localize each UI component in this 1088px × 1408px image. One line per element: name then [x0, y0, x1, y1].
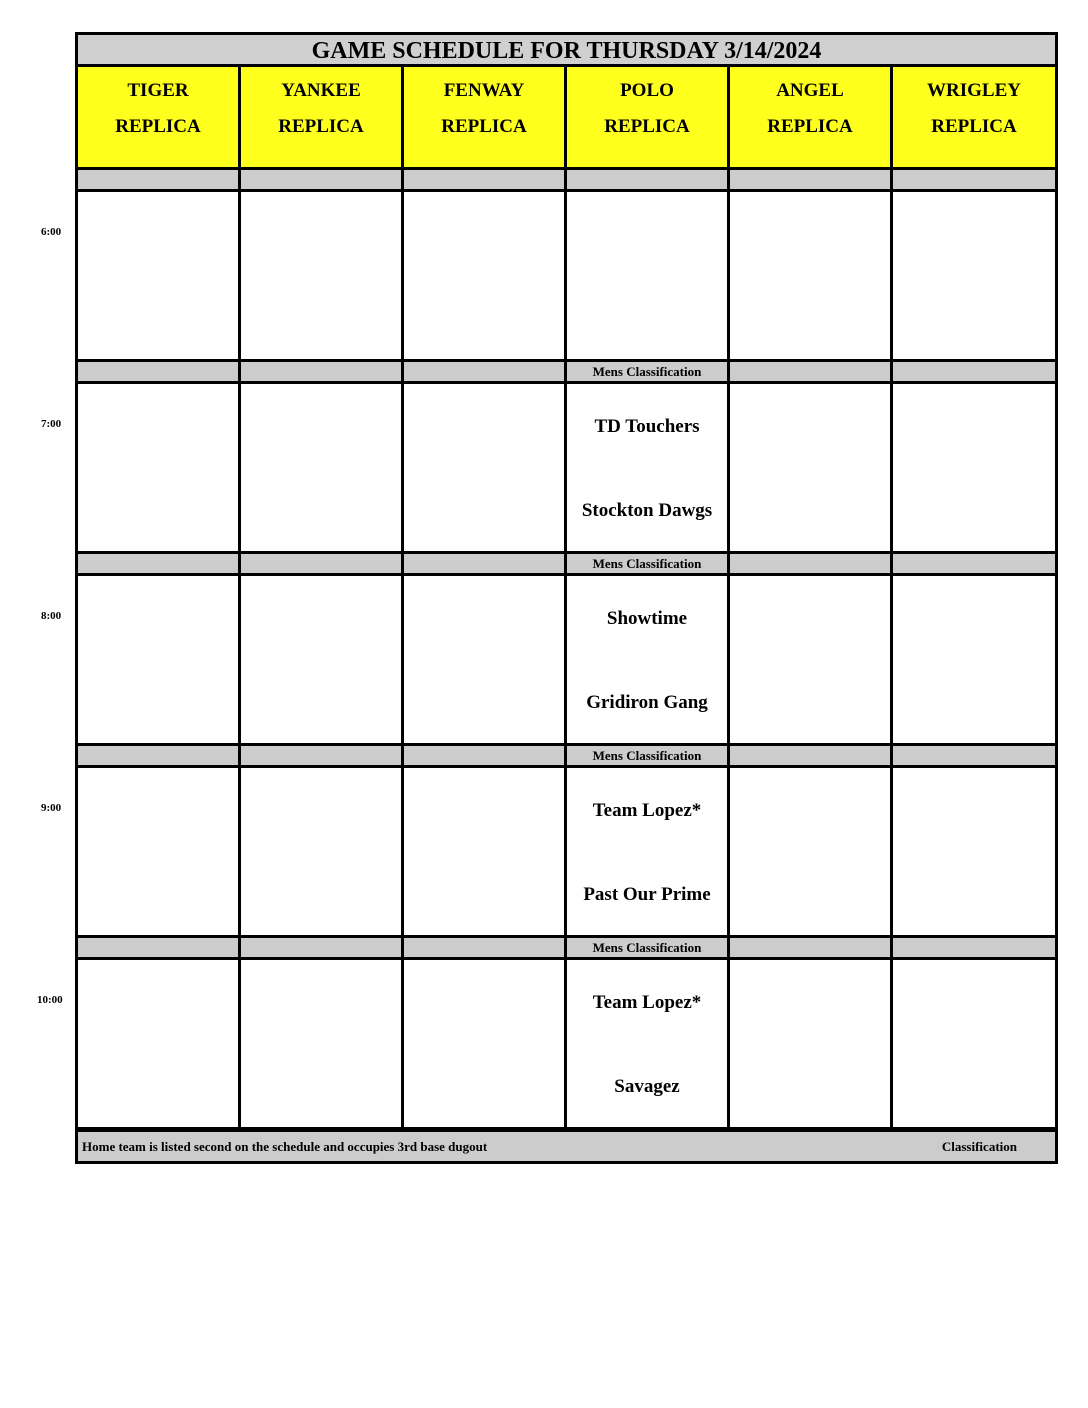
classification-cell: Mens Classification [567, 743, 730, 765]
games-row [78, 765, 1055, 935]
home-team: Stockton Dawgs [581, 500, 713, 521]
time-slot-block [78, 551, 1055, 743]
field-header-yankee [241, 67, 404, 167]
games-row [78, 189, 1055, 359]
classification-cell [241, 167, 404, 189]
home-team-note: Home team is listed second on the schedule and occupies 3rd base dugout [82, 1139, 488, 1154]
game-cell [78, 381, 241, 551]
classification-cell: Mens Classification [567, 359, 730, 381]
classification-cell [404, 551, 567, 573]
time-label: 7:00 [41, 418, 62, 430]
classification-cell [730, 167, 893, 189]
classification-cell: Mens Classification [567, 551, 730, 573]
footer-row [78, 1129, 1055, 1161]
game-cell [730, 381, 893, 551]
classification-band [78, 935, 1055, 957]
game-cell [241, 189, 404, 359]
field-header-row [78, 67, 1055, 167]
classification-cell [78, 935, 241, 957]
time-slot-block [78, 935, 1055, 1127]
classification-cell [241, 935, 404, 957]
classification-cell [730, 359, 893, 381]
classification-cell: Mens Classification [567, 935, 730, 957]
away-team: Team Lopez* [592, 992, 702, 1013]
game-cell [78, 573, 241, 743]
classification-band [78, 167, 1055, 189]
time-label: 6:00 [41, 226, 62, 238]
classification-cell [567, 167, 730, 189]
classification-cell [241, 551, 404, 573]
time-slot-block [78, 359, 1055, 551]
game-cell [404, 765, 567, 935]
field-subtitle: REPLICA [604, 116, 690, 137]
classification-band [78, 359, 1055, 381]
classification-cell [893, 935, 1055, 957]
games-row [78, 381, 1055, 551]
game-cell [730, 573, 893, 743]
classification-cell [78, 359, 241, 381]
game-cell [78, 765, 241, 935]
game-cell [730, 765, 893, 935]
classification-cell [893, 359, 1055, 381]
game-cell [567, 189, 730, 359]
game-cell [404, 189, 567, 359]
home-team: Savagez [614, 1076, 680, 1097]
game-cell [241, 573, 404, 743]
game-cell [404, 381, 567, 551]
classification-band [78, 551, 1055, 573]
field-header-angel [730, 67, 893, 167]
game-cell [567, 573, 730, 743]
field-subtitle: REPLICA [441, 116, 527, 137]
game-cell [241, 381, 404, 551]
time-slot-block [78, 743, 1055, 935]
games-row [78, 573, 1055, 743]
game-cell [404, 573, 567, 743]
away-team: TD Touchers [594, 416, 700, 437]
field-subtitle: REPLICA [767, 116, 853, 137]
game-cell [404, 957, 567, 1127]
classification-cell [730, 935, 893, 957]
classification-cell [241, 359, 404, 381]
game-cell [567, 957, 730, 1127]
game-cell [567, 765, 730, 935]
game-cell [730, 189, 893, 359]
page-title: GAME SCHEDULE FOR THURSDAY 3/14/2024 [78, 35, 1055, 67]
field-header-fenway [404, 67, 567, 167]
field-name: WRIGLEY [927, 80, 1021, 101]
home-team: Gridiron Gang [586, 692, 708, 713]
game-cell [78, 189, 241, 359]
game-cell [893, 765, 1055, 935]
game-cell [241, 765, 404, 935]
classification-cell [730, 743, 893, 765]
classification-cell [404, 359, 567, 381]
field-header-wrigley [893, 67, 1055, 167]
away-team: Team Lopez* [592, 800, 702, 821]
field-header-tiger [78, 67, 241, 167]
time-label: 10:00 [37, 994, 63, 1006]
field-header-polo [567, 67, 730, 167]
game-cell [567, 381, 730, 551]
field-subtitle: REPLICA [115, 116, 201, 137]
classification-cell [404, 935, 567, 957]
classification-cell [893, 551, 1055, 573]
classification-cell [78, 743, 241, 765]
field-name: YANKEE [281, 80, 361, 101]
schedule-table [75, 32, 1058, 1164]
classification-cell [241, 743, 404, 765]
field-name: POLO [620, 80, 674, 101]
classification-cell [730, 551, 893, 573]
classification-cell [893, 167, 1055, 189]
game-cell [241, 957, 404, 1127]
game-cell [78, 957, 241, 1127]
field-subtitle: REPLICA [931, 116, 1017, 137]
classification-cell [404, 743, 567, 765]
game-cell [730, 957, 893, 1127]
time-slot-block [78, 167, 1055, 359]
home-team: Past Our Prime [583, 884, 711, 905]
game-cell [893, 189, 1055, 359]
games-row [78, 957, 1055, 1127]
time-label: 9:00 [41, 802, 62, 814]
classification-label: Classification [941, 1139, 1017, 1154]
classification-cell [78, 551, 241, 573]
field-name: TIGER [127, 80, 189, 101]
game-cell [893, 957, 1055, 1127]
classification-band [78, 743, 1055, 765]
classification-cell [78, 167, 241, 189]
game-cell [893, 573, 1055, 743]
field-name: ANGEL [776, 80, 844, 101]
classification-cell [893, 743, 1055, 765]
field-name: FENWAY [443, 80, 525, 101]
game-cell [893, 381, 1055, 551]
away-team: Showtime [606, 608, 688, 629]
classification-cell [404, 167, 567, 189]
time-label: 8:00 [41, 610, 62, 622]
field-subtitle: REPLICA [278, 116, 364, 137]
